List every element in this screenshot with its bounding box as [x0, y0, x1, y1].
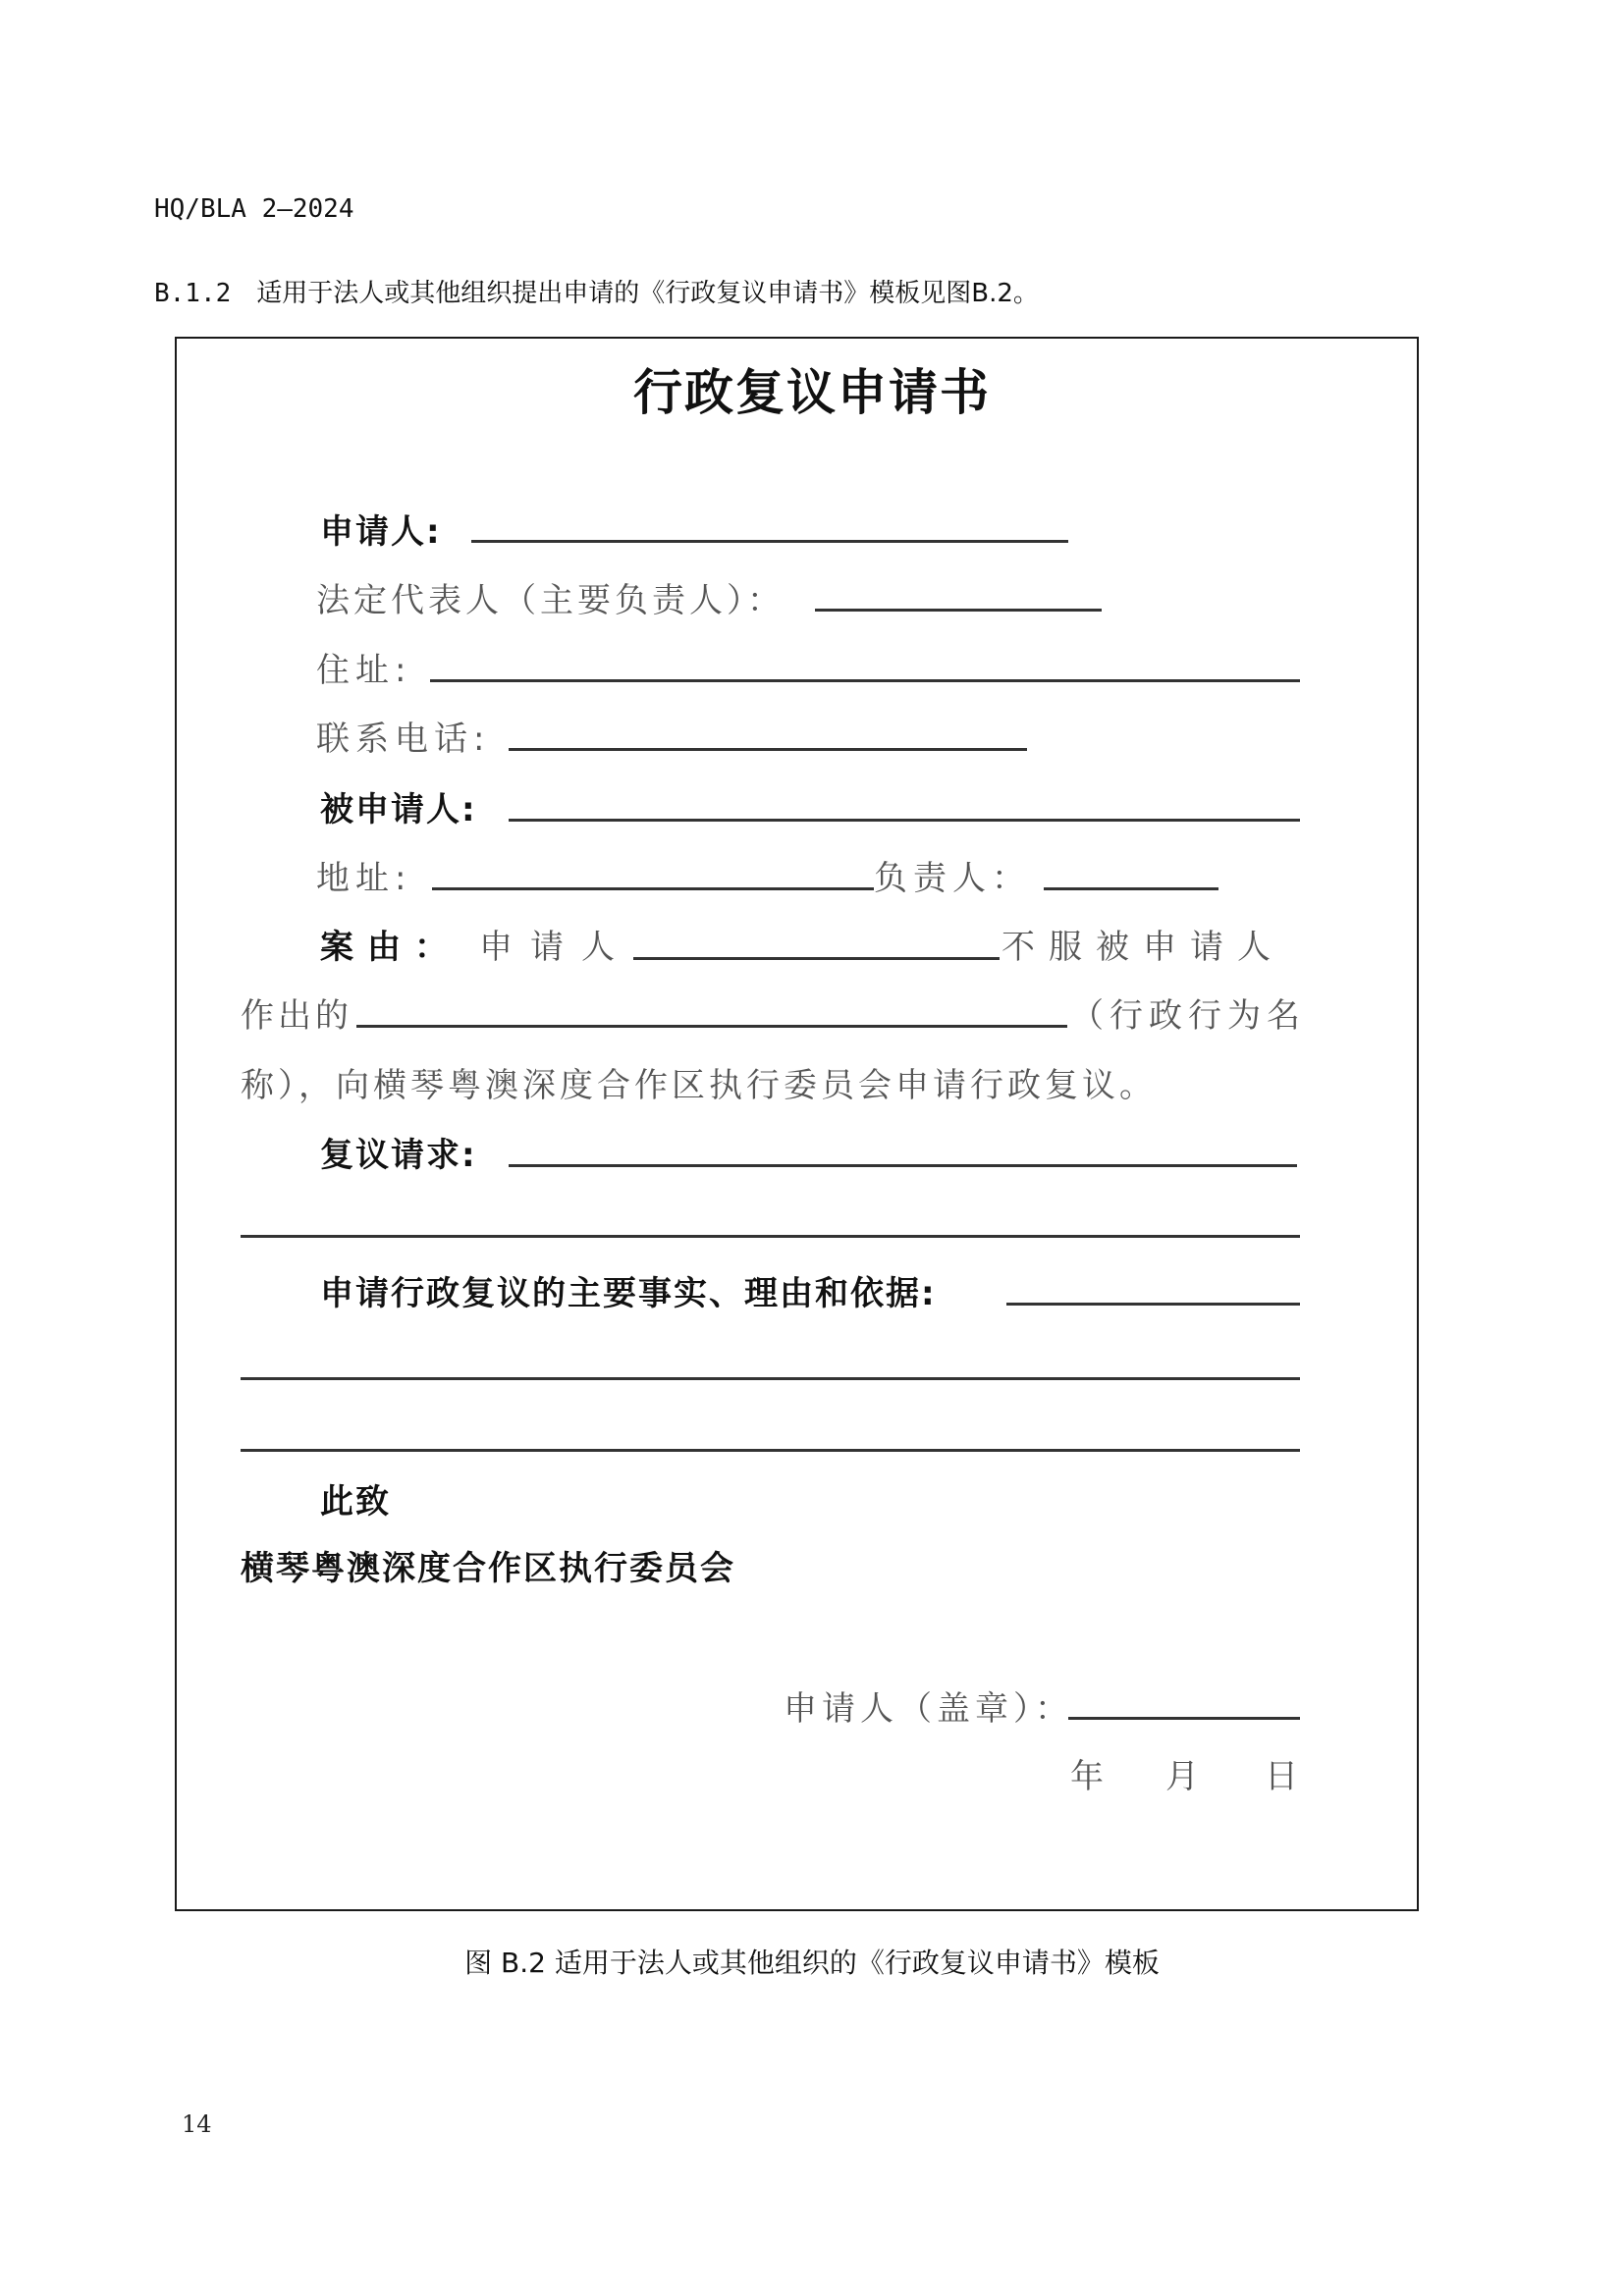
page-number: 14	[182, 2110, 212, 2138]
address-field-line[interactable]	[432, 887, 874, 890]
date-year: 年	[1070, 1757, 1110, 1796]
figure-caption: 图 B.2 适用于法人或其他组织的《行政复议申请书》模板	[464, 1947, 1160, 1979]
residence-field-line[interactable]	[430, 679, 1300, 682]
document-id: HQ/BLA 2—2024	[154, 194, 354, 224]
phone-field-line[interactable]	[509, 748, 1027, 751]
facts-field-line[interactable]	[1006, 1303, 1300, 1306]
cause-text-apply: 称），向横琴粤澳深度合作区执行委员会申请行政复议。	[241, 1066, 1157, 1105]
respondent-label: 被申请人:	[320, 790, 477, 829]
request-field-line[interactable]	[509, 1164, 1297, 1167]
legal-representative-field-line[interactable]	[815, 609, 1102, 612]
facts-label: 申请行政复议的主要事实、理由和依据:	[320, 1274, 937, 1313]
signature-field-line[interactable]	[1068, 1717, 1300, 1720]
applicant-label: 申请人:	[320, 512, 442, 552]
cause-text-action-name: （行政行为名	[1070, 996, 1306, 1036]
cause-text-applicant: 申请人	[479, 928, 632, 967]
clause-number: B.1.2	[154, 279, 232, 308]
person-in-charge-field-line[interactable]	[1044, 887, 1218, 890]
cause-text-made: 作出的	[241, 996, 352, 1036]
request-field-line-2[interactable]	[241, 1235, 1300, 1238]
respondent-field-line[interactable]	[509, 819, 1300, 822]
cause-text-disagree: 不服被申请人	[1001, 928, 1284, 967]
clause-b12	[154, 273, 1039, 309]
phone-label: 联系电话:	[316, 720, 491, 759]
date-month: 月	[1165, 1757, 1205, 1796]
signature-label: 申请人（盖章）：	[784, 1689, 1073, 1729]
facts-field-line-2[interactable]	[241, 1377, 1300, 1380]
form-title: 行政复议申请书	[633, 364, 991, 421]
legal-representative-label: 法定代表人（主要负责人）：	[316, 581, 785, 620]
clause-text: 适用于法人或其他组织提出申请的《行政复议申请书》模板见图B.2。	[256, 279, 1039, 308]
salutation: 此致	[320, 1482, 391, 1522]
applicant-field-line[interactable]	[471, 540, 1068, 543]
facts-field-line-3[interactable]	[241, 1449, 1300, 1452]
address-label: 地址:	[316, 859, 412, 898]
person-in-charge-label: 负责人：	[874, 859, 1031, 898]
request-label: 复议请求:	[320, 1136, 477, 1175]
recipient: 横琴粤澳深度合作区执行委员会	[241, 1549, 735, 1588]
cause-applicant-field-line[interactable]	[633, 957, 1000, 960]
date-day: 日	[1265, 1757, 1304, 1796]
administrative-action-field-line[interactable]	[356, 1025, 1067, 1028]
residence-label: 住址:	[316, 651, 412, 690]
cause-label: 案由：	[320, 928, 461, 967]
